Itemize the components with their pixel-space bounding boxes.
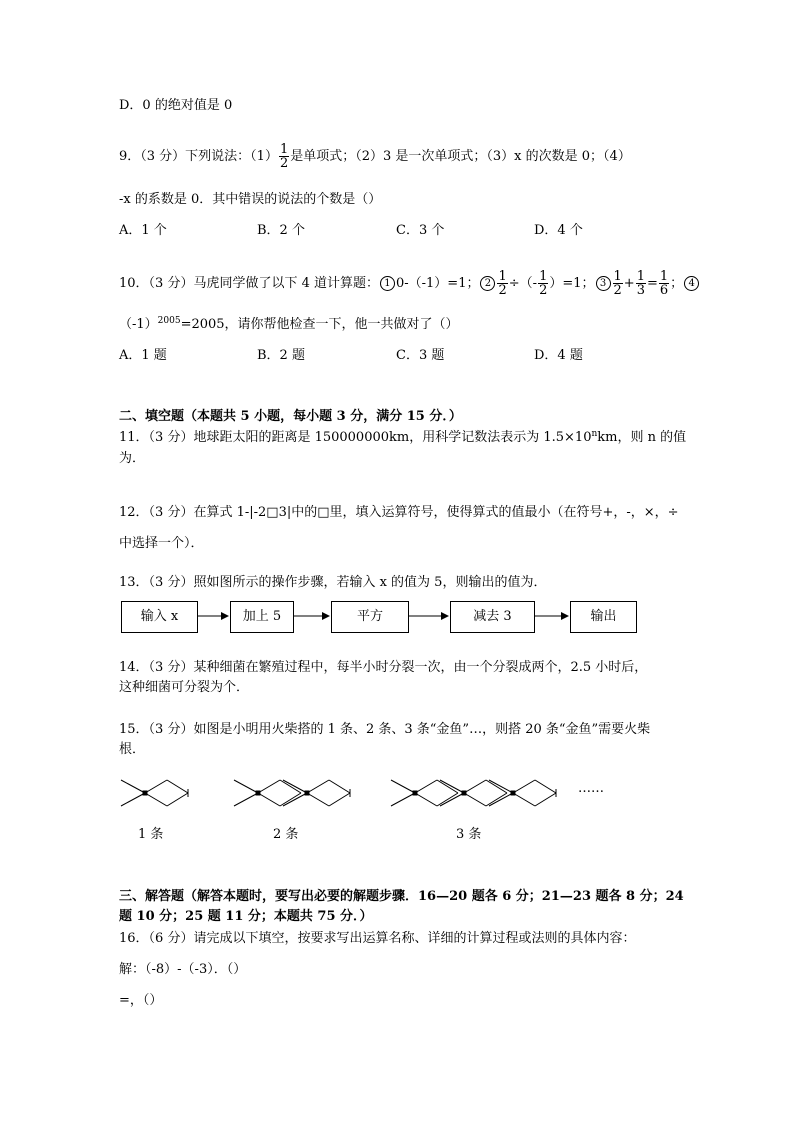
q9-frac-num: 1	[279, 142, 289, 157]
matchstick	[440, 793, 464, 806]
q10-prefix: 10．（3 分）马虎同学做了以下 4 道计算题：	[119, 276, 379, 291]
section-3-heading-line2: 题 10 分；25 题 11 分；本题共 75 分．）	[119, 909, 373, 924]
matchstick	[440, 780, 464, 793]
fish-label-1: 1 条	[138, 827, 164, 842]
q10-frac-3b	[636, 270, 646, 297]
q10-option-a: A．1 题	[119, 348, 167, 363]
matchstick	[535, 793, 556, 806]
q9-fraction	[279, 143, 289, 170]
frac-num: 1	[613, 269, 622, 284]
fish-ellipsis: ……	[578, 781, 604, 796]
frac-num: 1	[636, 269, 645, 284]
q10-op-1: +	[623, 276, 635, 291]
matchstick	[280, 780, 301, 793]
q15-line2: 根．	[119, 742, 146, 757]
q11-exponent: n	[591, 429, 598, 439]
q12-line1: 12．（3 分）在算式 1-|-2□3|中的□里，填入运算符号，使得算式的值最小（在符号+，-，×，÷	[119, 505, 679, 520]
matchstick	[283, 793, 307, 806]
matchstick	[437, 793, 458, 806]
q10-expr-3-end: ；	[670, 276, 684, 291]
flow-box-add5: 加上 5	[230, 601, 294, 633]
match-head	[256, 791, 261, 796]
q10-circle-3: 3	[596, 276, 611, 291]
q16-line2: 解：（-8）-（-3）．（）	[119, 962, 247, 977]
matchstick	[234, 780, 258, 793]
q10-line2	[119, 316, 459, 334]
q16-line3: =，（）	[119, 993, 163, 1008]
matchstick	[329, 780, 350, 793]
frac-den: 3	[636, 283, 645, 298]
section-2-heading: 二、填空题（本题共 5 小题，每小题 3 分，满分 15 分．）	[119, 409, 462, 424]
matchstick	[464, 793, 486, 806]
matchstick	[486, 780, 507, 793]
q15-line1: 15．（3 分）如图是小明用火柴搭的 1 条、2 条、3 条“金鱼”…，则搭 20 条“金鱼”需要火柴	[119, 722, 651, 737]
matchstick	[391, 780, 415, 793]
q9-option-d: D．4 个	[534, 223, 583, 238]
q10-circle-4: 4	[684, 276, 699, 291]
q13-text: 13．（3 分）照如图所示的操作步骤，若输入 x 的值为 5，则输出的值为．	[119, 575, 547, 590]
flow-box-output: 输出	[570, 601, 637, 633]
section-3-heading-line1: 三、解答题（解答本题时，要写出必要的解题步骤．16—20 题各 6 分；21—23 题各 8 分；24	[119, 889, 684, 904]
matchstick	[121, 793, 145, 806]
flow-box-minus3: 减去 3	[450, 601, 535, 633]
q10-expr-2-end: ）=1；	[549, 276, 595, 291]
matchstick	[415, 780, 437, 793]
matchstick	[307, 793, 329, 806]
matchstick	[415, 793, 437, 806]
q9-prefix: 9．（3 分）下列说法：（1）	[119, 149, 278, 164]
matchstick	[486, 793, 507, 806]
q8-option-d: D．0 的绝对值是 0	[119, 98, 233, 113]
matchstick	[437, 780, 458, 793]
matchstick	[513, 793, 535, 806]
q10-option-b: B．2 题	[257, 348, 305, 363]
q11-line1	[119, 429, 686, 447]
q10-expr-1: 0-（-1）=1；	[395, 276, 480, 291]
flow-box-square: 平方	[331, 601, 409, 633]
match-head	[143, 791, 148, 796]
q11-line1-b: km，则 n 的值	[597, 430, 687, 445]
q10-option-d: D．4 题	[534, 348, 583, 363]
q9-rest: 是单项式；（2）3 是一次单项式；（3）x 的次数是 0；（4）	[290, 149, 631, 164]
frac-num: 1	[498, 269, 507, 284]
q11-line1-a: 11．（3 分）地球距太阳的距离是 150000000km，用科学记数法表示为 1.5×10	[119, 430, 592, 445]
frac-num: 1	[659, 269, 669, 284]
matchstick	[391, 793, 415, 806]
q10-frac-2a	[497, 270, 507, 297]
matchstick	[489, 793, 513, 806]
q10-frac-2b	[538, 270, 548, 297]
matchstick	[280, 793, 301, 806]
matchstick	[258, 780, 280, 793]
matchstick	[307, 780, 329, 793]
matchstick	[167, 793, 188, 806]
q16-line1: 16．（6 分）请完成以下填空，按要求写出运算名称、详细的计算过程或法则的具体内容：	[119, 931, 636, 946]
frac-den: 6	[659, 283, 669, 298]
q10-option-c: C．3 题	[396, 348, 445, 363]
q9-line2: -x 的系数是 0．其中错误的说法的个数是（）	[119, 192, 382, 207]
matchstick	[283, 780, 307, 793]
matchstick	[535, 780, 556, 793]
q10-exponent: 2005	[157, 316, 181, 326]
frac-den: 2	[498, 283, 507, 298]
q10-frac-3c	[659, 270, 669, 297]
q10-line2-a: （-1）	[119, 317, 158, 332]
q10-frac-3a	[613, 270, 623, 297]
q10-expr-2-mid: ÷（-	[508, 276, 538, 291]
frac-num: 1	[539, 269, 548, 284]
q14-line1: 14．（3 分）某种细菌在繁殖过程中，每半小时分裂一次，由一个分裂成两个，2.5 小时后，	[119, 660, 648, 675]
q9-option-b: B．2 个	[257, 223, 305, 238]
q10-op-2: =	[646, 276, 658, 291]
match-head	[305, 791, 310, 796]
q10-line2-b: =2005，请你帮他检查一下，他一共做对了（）	[180, 317, 459, 332]
matchstick	[489, 780, 513, 793]
matchstick	[234, 793, 258, 806]
q12-line2: 中选择一个）．	[119, 536, 204, 551]
q9-line1	[119, 143, 631, 170]
matchstick	[121, 780, 145, 793]
q11-line2: 为．	[119, 451, 146, 466]
q9-option-c: C．3 个	[396, 223, 445, 238]
frac-den: 2	[539, 283, 548, 298]
flow-box-input: 输入 x	[121, 601, 198, 633]
q10-circle-2: 2	[480, 276, 495, 291]
match-head	[462, 791, 467, 796]
match-head	[413, 791, 418, 796]
fish-label-3: 3 条	[456, 827, 482, 842]
match-head	[511, 791, 516, 796]
q14-line2: 这种细菌可分裂为个．	[119, 680, 250, 695]
frac-den: 2	[613, 283, 622, 298]
fish-label-2: 2 条	[273, 827, 299, 842]
q9-option-a: A．1 个	[119, 223, 167, 238]
matchstick	[329, 793, 350, 806]
q9-frac-den: 2	[279, 156, 289, 171]
q10-line1	[119, 270, 700, 297]
matchstick	[145, 780, 167, 793]
matchstick-fish-figure	[0, 765, 794, 825]
matchstick	[464, 780, 486, 793]
matchstick	[513, 780, 535, 793]
matchstick	[258, 793, 280, 806]
matchstick	[145, 793, 167, 806]
matchstick	[167, 780, 188, 793]
q10-circle-1: 1	[380, 276, 395, 291]
